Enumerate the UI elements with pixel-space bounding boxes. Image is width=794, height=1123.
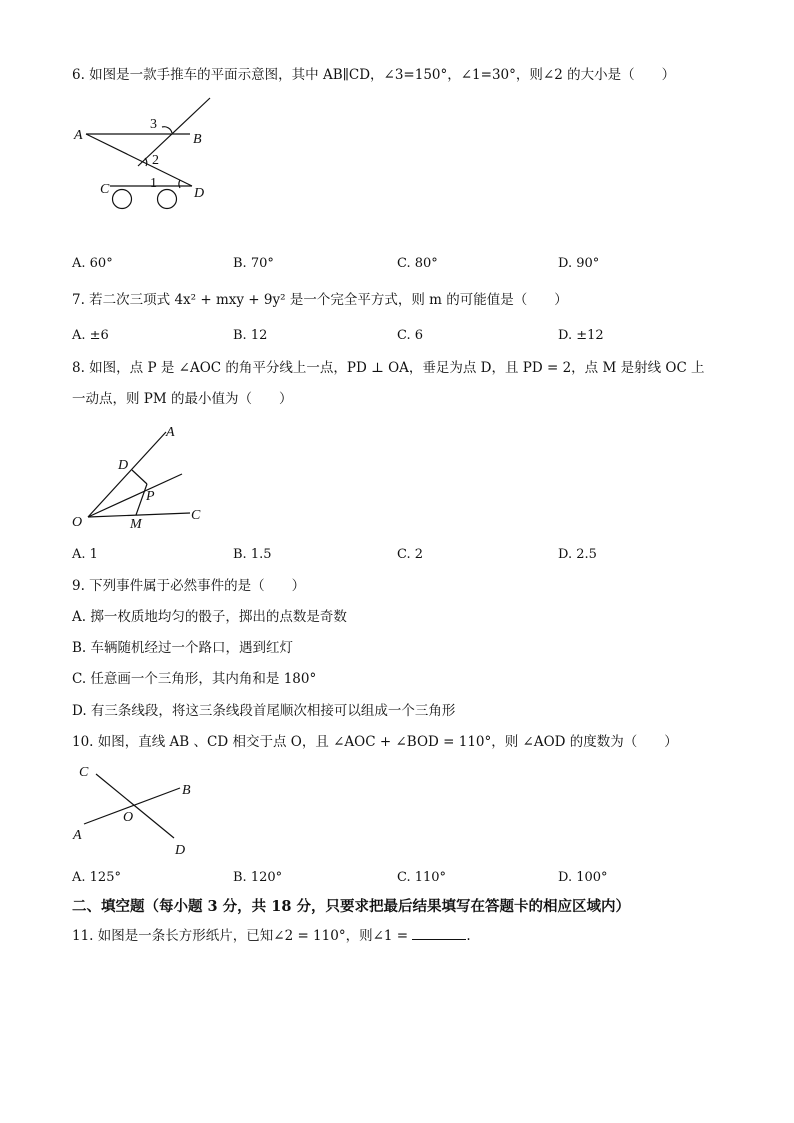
q10-option-c[interactable]: C. 110°: [397, 870, 447, 885]
angle-1-arc: [179, 180, 180, 188]
label-angle-2: 2: [152, 153, 159, 168]
label-D: D: [118, 458, 129, 473]
q6-option-a[interactable]: A. 60°: [72, 256, 113, 271]
wheel-right: [158, 190, 177, 209]
label-B: B: [182, 783, 191, 798]
label-C: C: [79, 765, 89, 780]
angle-3-arc: [162, 127, 172, 133]
q8-option-b[interactable]: B. 1.5: [233, 547, 272, 562]
figure-q10-intersecting-lines: [68, 758, 218, 858]
diagonal-line: [86, 134, 192, 186]
label-A: A: [166, 425, 175, 440]
q6-option-b[interactable]: B. 70°: [233, 256, 274, 271]
label-O: O: [72, 515, 83, 530]
label-O: O: [123, 810, 134, 825]
q7-option-c[interactable]: C. 6: [397, 328, 424, 343]
q7-option-a[interactable]: A. ±6: [72, 328, 109, 343]
angle-2-arc: [145, 158, 147, 166]
label-angle-3: 3: [150, 117, 157, 132]
question-10-stem: 10. 如图，直线 AB 、CD 相交于点 O，且 ∠AOC + ∠BOD = 110°，则 ∠AOD 的度数为（ ）: [72, 734, 678, 750]
q8-option-a[interactable]: A. 1: [72, 547, 98, 562]
question-8-stem-line2: 一动点，则 PM 的最小值为（ ）: [72, 391, 293, 407]
label-A: A: [74, 128, 83, 143]
ray-oa: [88, 432, 166, 517]
q6-option-c[interactable]: C. 80°: [397, 256, 438, 271]
q9-choice-c[interactable]: C. 任意画一个三角形，其内角和是 180°: [72, 671, 317, 687]
q10-option-d[interactable]: D. 100°: [558, 870, 608, 885]
label-C: C: [100, 182, 110, 197]
q10-option-a[interactable]: A. 125°: [72, 870, 121, 885]
segment-pd: [132, 470, 147, 484]
q10-option-b[interactable]: B. 120°: [233, 870, 283, 885]
q7-option-b[interactable]: B. 12: [233, 328, 268, 343]
question-9-stem: 9. 下列事件属于必然事件的是（ ）: [72, 578, 306, 594]
label-M: M: [130, 517, 142, 532]
q9-choice-a[interactable]: A. 掷一枚质地均匀的骰子，掷出的点数是奇数: [72, 609, 347, 625]
label-D: D: [175, 843, 186, 858]
question-11-end: .: [466, 928, 471, 944]
line-cd: [96, 774, 174, 838]
label-angle-1: 1: [150, 176, 157, 191]
label-B: B: [193, 132, 202, 147]
section-2-title: 二、填空题（每小题 3 分，共 18 分，只要求把最后结果填写在答题卡的相应区域内）: [72, 898, 630, 915]
q9-choice-d[interactable]: D. 有三条线段，将这三条线段首尾顺次相接可以组成一个三角形: [72, 703, 456, 719]
q9-choice-b[interactable]: B. 车辆随机经过一个路口，遇到红灯: [72, 640, 294, 656]
bisector-op: [88, 474, 182, 517]
q8-option-d[interactable]: D. 2.5: [558, 547, 597, 562]
figure-q6-cart: [70, 92, 220, 217]
label-P: P: [146, 489, 155, 504]
question-8-stem-line1: 8. 如图，点 P 是 ∠AOC 的角平分线上一点，PD ⊥ OA，垂足为点 D，且 PD = 2，点 M 是射线 OC 上: [72, 360, 705, 376]
q8-option-c[interactable]: C. 2: [397, 547, 424, 562]
question-11-stem: 11. 如图是一条长方形纸片，已知∠2 = 110°，则∠1 =: [72, 928, 409, 944]
question-6-stem: 6. 如图是一款手推车的平面示意图，其中 AB∥CD，∠3=150°，∠1=30°，则∠2 的大小是（ ）: [72, 67, 676, 83]
question-7-stem: 7. 若二次三项式 4x² + mxy + 9y² 是一个完全平方式，则 m 的可能值是（ ）: [72, 292, 568, 308]
label-A: A: [73, 828, 82, 843]
wheel-left: [113, 190, 132, 209]
answer-blank[interactable]: [412, 927, 466, 940]
question-11: [72, 927, 471, 945]
label-C: C: [191, 508, 201, 523]
q7-option-d[interactable]: D. ±12: [558, 328, 604, 343]
figure-q8-angle-bisector: [68, 420, 218, 535]
label-D: D: [194, 186, 205, 201]
q6-option-d[interactable]: D. 90°: [558, 256, 600, 271]
